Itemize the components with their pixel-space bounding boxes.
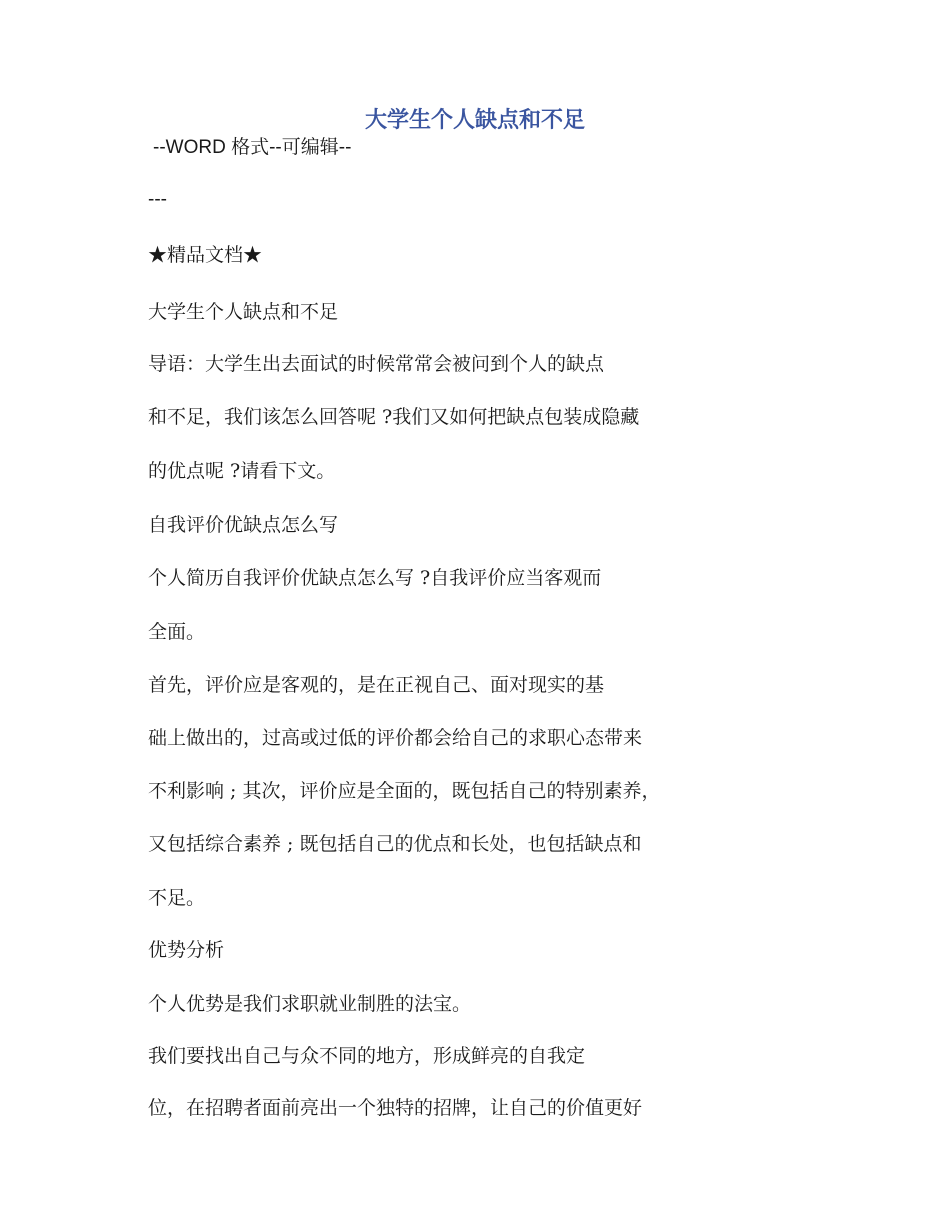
paragraph-line: 不利影响 ; 其次，评价应是全面的，既包括自己的特别素养， <box>148 780 661 802</box>
document-subtitle: --WORD 格式--可编辑-- <box>153 137 352 158</box>
section-heading-title: 大学生个人缺点和不足 <box>148 301 339 323</box>
paragraph-line: 不足。 <box>148 887 206 909</box>
paragraph-line: 位，在招聘者面前亮出一个独特的招牌，让自己的价值更好 <box>148 1097 643 1119</box>
paragraph-line: 全面。 <box>148 621 206 643</box>
paragraph-line: 的优点呢 ?请看下文。 <box>148 460 336 482</box>
paragraph-line: 导语：大学生出去面试的时候常常会被问到个人的缺点 <box>148 353 605 375</box>
paragraph-line: 个人简历自我评价优缺点怎么写 ?自我评价应当客观而 <box>148 567 602 589</box>
section-heading: 优势分析 <box>148 939 225 961</box>
paragraph-line: 我们要找出自己与众不同的地方，形成鲜亮的自我定 <box>148 1045 586 1067</box>
paragraph-line: 础上做出的，过高或过低的评价都会给自己的求职心态带来 <box>148 727 643 749</box>
quality-label: ★精品文档★ <box>148 244 263 266</box>
paragraph-line: 个人优势是我们求职就业制胜的法宝。 <box>148 993 472 1015</box>
paragraph-line: 首先，评价应是客观的，是在正视自己、面对现实的基 <box>148 674 605 696</box>
document-title: 大学生个人缺点和不足 <box>364 107 585 133</box>
section-heading: 自我评价优缺点怎么写 <box>148 514 339 536</box>
paragraph-line: 和不足，我们该怎么回答呢 ?我们又如何把缺点包装成隐藏 <box>148 406 640 428</box>
separator-line: --- <box>148 189 167 210</box>
paragraph-line: 又包括综合素养 ; 既包括自己的优点和长处，也包括缺点和 <box>148 833 642 855</box>
